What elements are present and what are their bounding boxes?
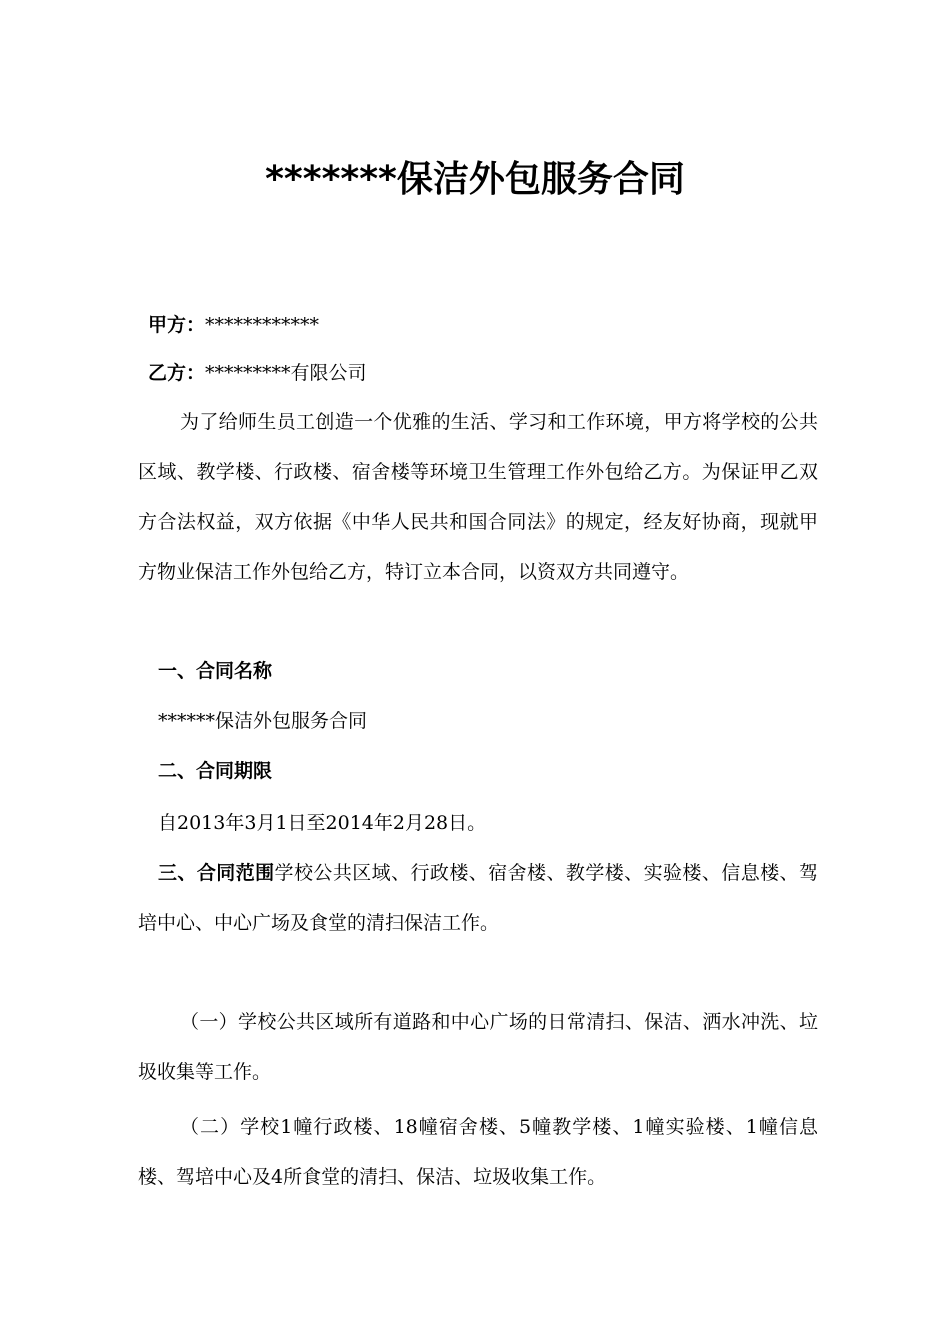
scope-item-2: （二）学校1幢行政楼、18幢宿舍楼、5幢教学楼、1幢实验楼、1幢信息楼、驾培中心及4所食堂的清扫、保洁、垃圾收集工作。	[138, 1116, 818, 1188]
section-1-heading: 一、合同名称	[158, 660, 273, 682]
document-title: *******保洁外包服务合同	[265, 159, 685, 200]
section-2-heading: 二、合同期限	[158, 760, 273, 782]
party-b-label: 乙方：	[148, 362, 206, 384]
party-a-line	[148, 310, 319, 340]
party-b-value: *********有限公司	[205, 362, 367, 384]
intro-paragraph: 为了给师生员工创造一个优雅的生活、学习和工作环境，甲方将学校的公共区域、教学楼、行政楼、宿舍楼等环境卫生管理工作外包给乙方。为保证甲乙双方合法权益，双方依据《中华人民共和国合同法》的规定，经友好协商，现就甲方物业保洁工作外包给乙方，特订立本合同，以资双方共同遵守。	[138, 411, 818, 583]
section-3-paragraph	[138, 848, 818, 948]
party-a-value: ************	[205, 314, 320, 336]
party-a-label: 甲方：	[148, 314, 206, 336]
party-b-line	[148, 358, 367, 388]
section-3-heading: 三、合同范围	[158, 862, 275, 884]
section-3-content: 学校公共区域、行政楼、宿舍楼、教学楼、实验楼、信息楼、驾培中心、中心广场及食堂的清扫保洁工作。	[138, 862, 818, 934]
section-2-content: 自2013年3月1日至2014年2月28日。	[158, 812, 487, 834]
section-1-content: ******保洁外包服务合同	[158, 710, 368, 732]
scope-item-1: （一）学校公共区域所有道路和中心广场的日常清扫、保洁、洒水冲洗、垃圾收集等工作。	[138, 1011, 818, 1083]
